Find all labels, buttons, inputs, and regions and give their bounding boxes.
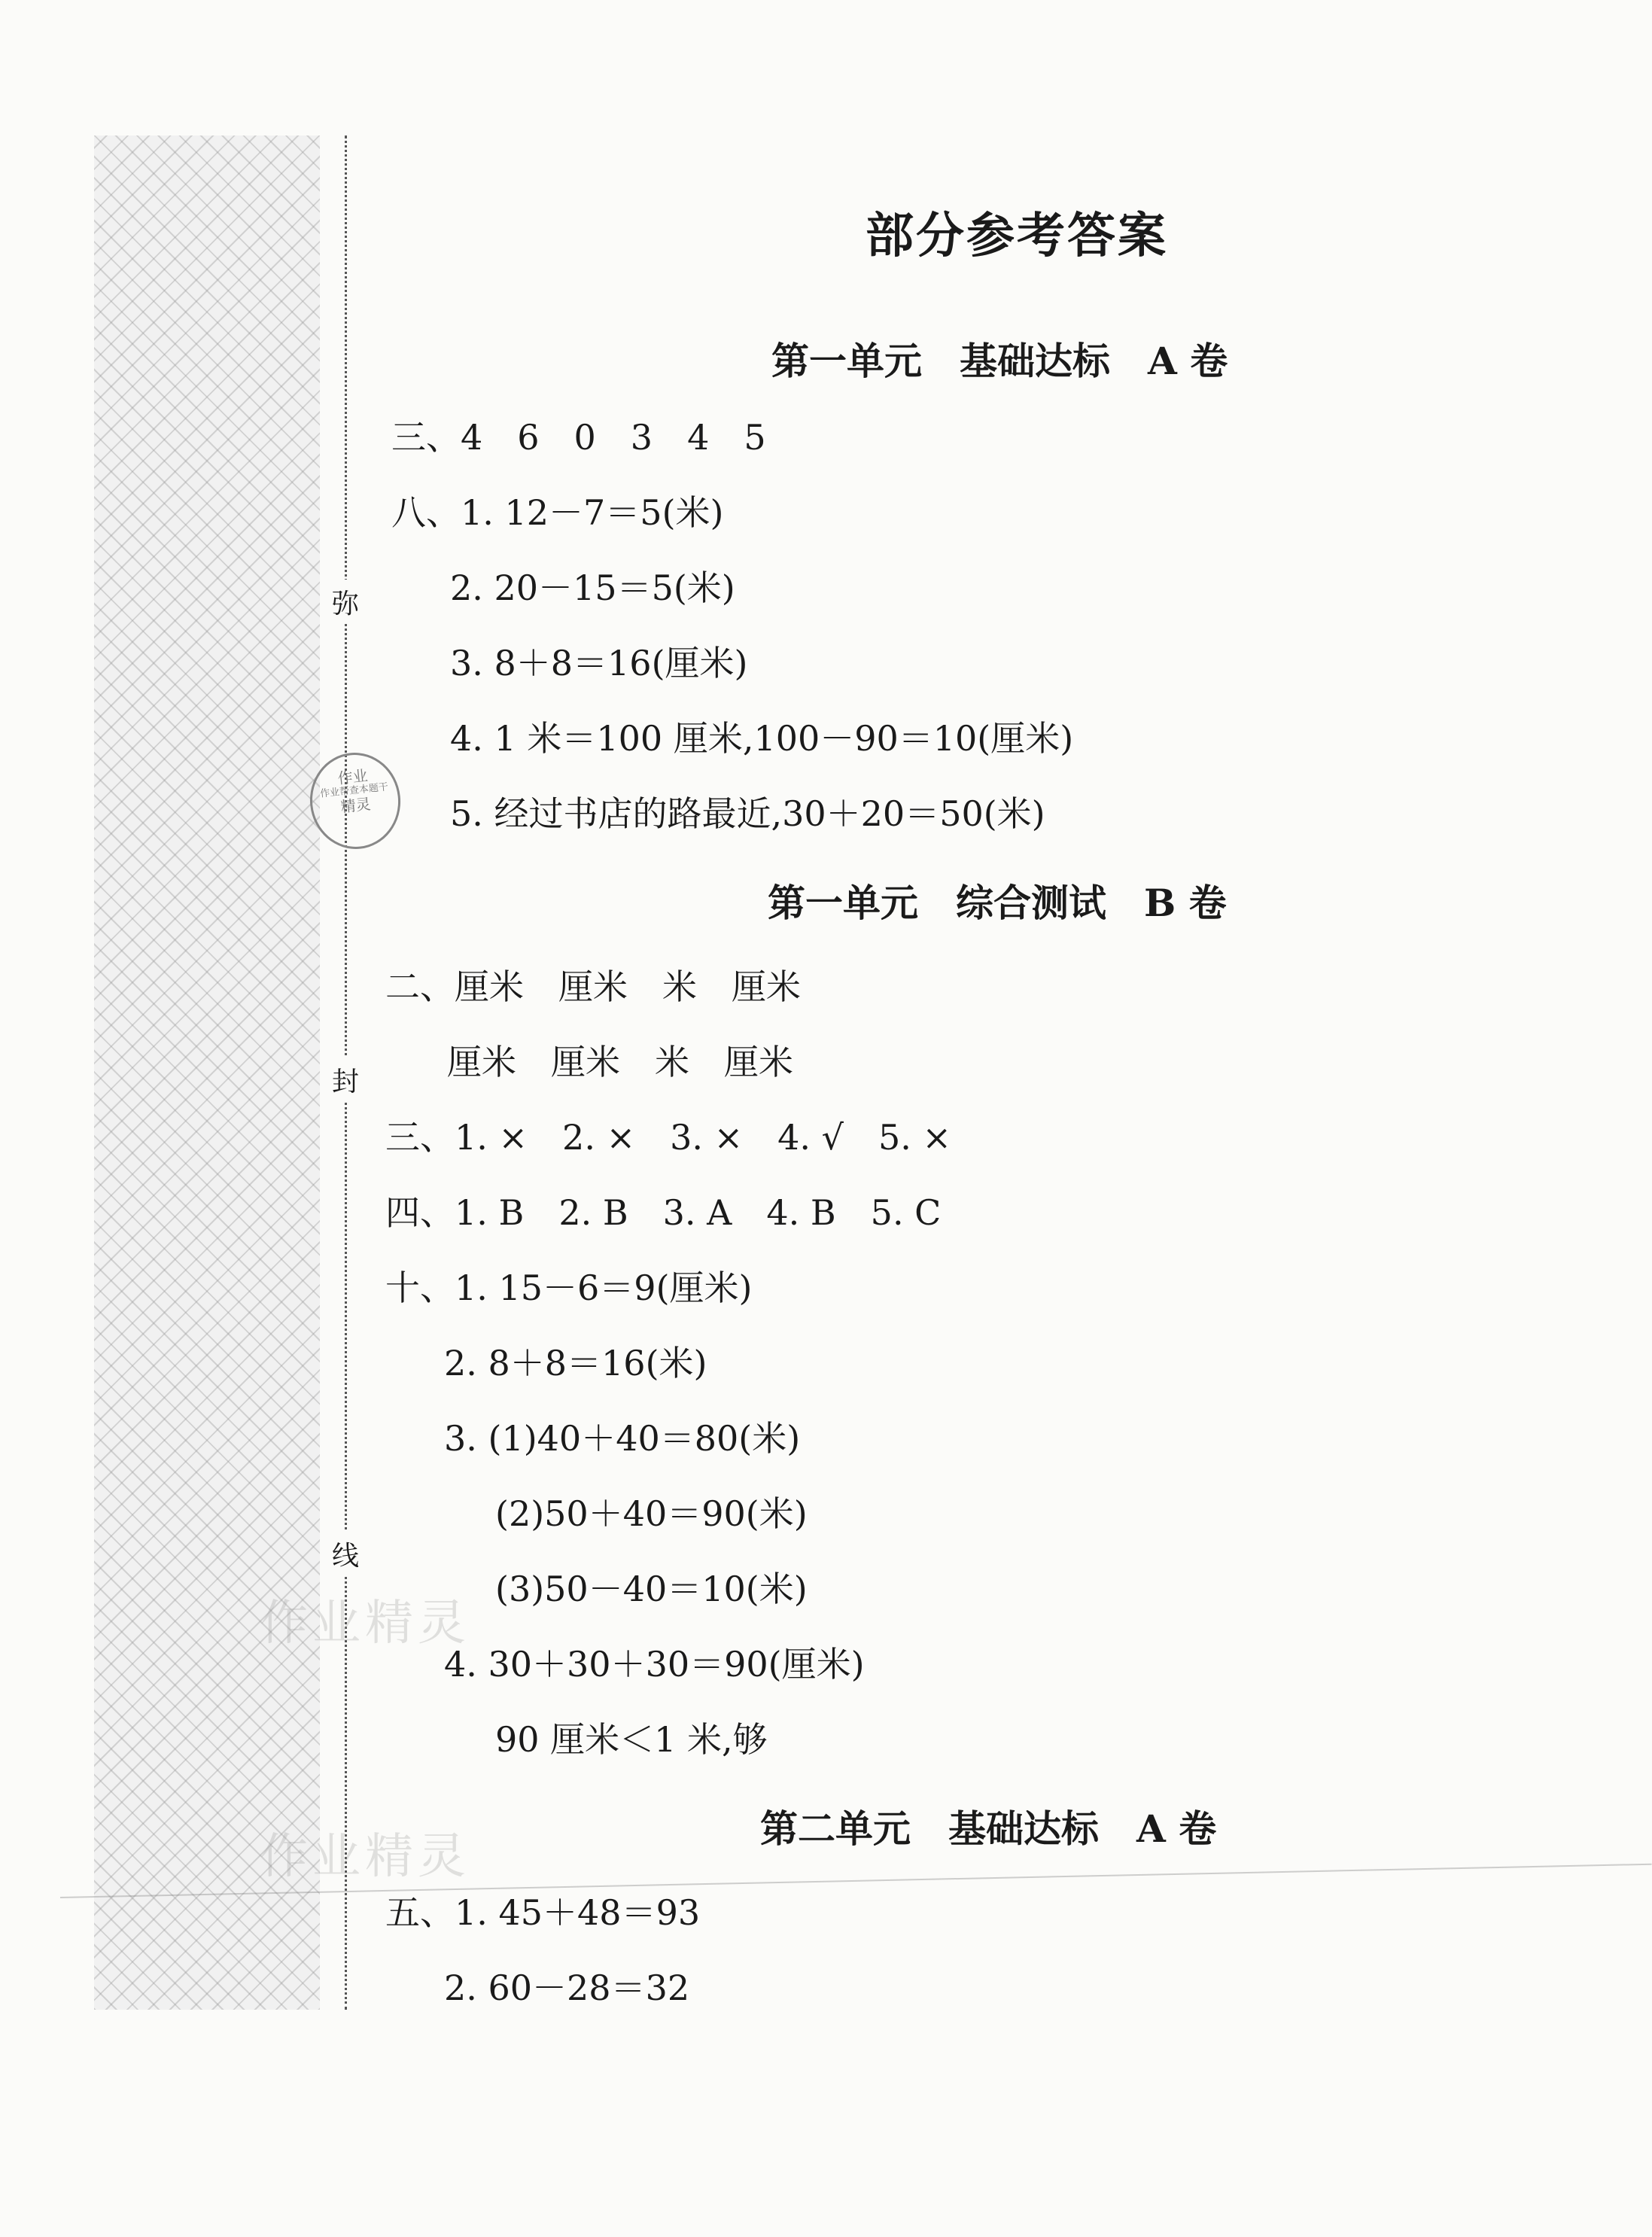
answer-line: 4. 1 米＝100 厘米,100－90＝10(厘米): [450, 718, 1074, 759]
answer-line: 2. 60－28＝32: [444, 1968, 690, 2008]
page-title: 部分参考答案: [866, 208, 1168, 264]
answer-line: 五、1. 45＋48＝93: [385, 1892, 701, 1933]
seal-char-xian: 线: [330, 1532, 361, 1576]
stamp-line-3: 精灵: [339, 794, 372, 816]
answer-line: 90 厘米＜1 米,够: [495, 1719, 768, 1760]
answer-line: 四、1. B 2. B 3. A 4. B 5. C: [385, 1192, 942, 1233]
answer-line: 三、1. × 2. × 3. × 4. √ 5. ×: [385, 1117, 952, 1158]
answer-line: (3)50－40＝10(米): [495, 1569, 808, 1609]
section-heading-unit2-a: 第二单元 基础达标 A 卷: [760, 1806, 1217, 1851]
answer-line: (2)50＋40＝90(米): [495, 1493, 808, 1534]
answer-line: 5. 经过书店的路最近,30＋20＝50(米): [450, 793, 1045, 834]
answer-line: 三、4 6 0 3 4 5: [391, 417, 766, 458]
answer-line: 3. (1)40＋40＝80(米): [444, 1418, 801, 1459]
answer-line: 十、1. 15－6＝9(厘米): [385, 1268, 753, 1308]
stamp-line-1: 作业: [336, 766, 369, 788]
section-heading-unit1-b: 第一单元 综合测试 B 卷: [768, 881, 1227, 925]
watermark-text-2: 作业精灵: [260, 1829, 470, 1885]
seal-char-mi: 弥: [330, 580, 361, 624]
answer-line: 2. 8＋8＝16(米): [444, 1343, 707, 1383]
answer-line: 4. 30＋30＋30＝90(厘米): [444, 1644, 865, 1685]
seal-char-feng: 封: [330, 1058, 361, 1102]
answer-line: 二、厘米 厘米 米 厘米: [385, 966, 801, 1007]
binding-margin-pattern: [94, 135, 320, 2010]
answer-line: 厘米 厘米 米 厘米: [447, 1042, 793, 1082]
answer-line: 八、1. 12－7＝5(米): [391, 492, 724, 533]
section-heading-unit1-a: 第一单元 基础达标 A 卷: [771, 339, 1228, 383]
watermark-stamp: [306, 748, 406, 854]
watermark-text-1: 作业精灵: [260, 1596, 470, 1651]
stamp-line-2: 作业帮查本题干: [319, 781, 389, 800]
answer-line: 2. 20－15＝5(米): [450, 568, 735, 608]
answer-line: 3. 8＋8＝16(厘米): [450, 643, 748, 683]
